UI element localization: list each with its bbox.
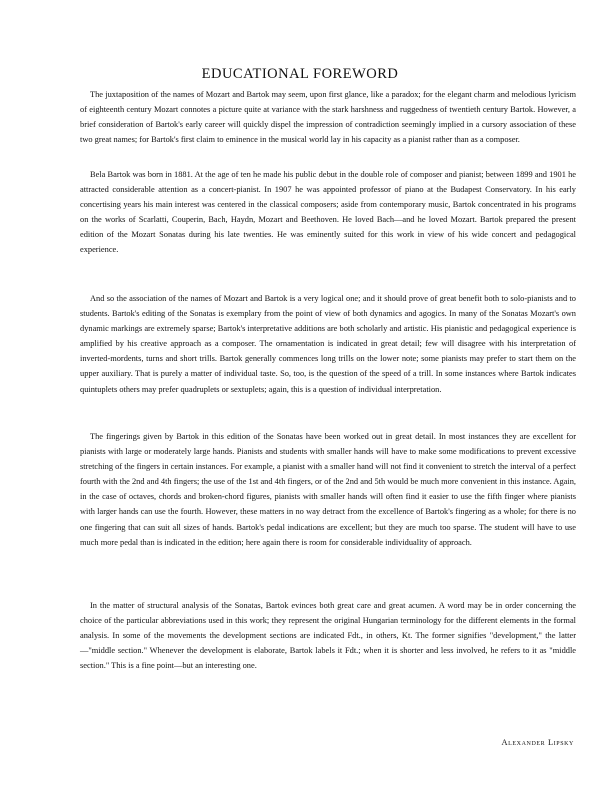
foreword-paragraph-1: The juxtaposition of the names of Mozart and Bartok may seem, upon first glance, like a paradox; for the elegant charm and melodious lyricism of eighteenth century Mozart connotes a picture quite at variance with the stark harshness and ruggedness of twentieth century Bartok. However, a brief consideration of Bartok's early career will quickly dispel the impression of contradiction seemingly implied in a cursory association of these two great names; for Bartok's first claim to eminence in the musical world lay in his capacity as a pianist rather than as a composer. <box>80 90 576 145</box>
foreword-paragraph-5: In the matter of structural analysis of the Sonatas, Bartok evinces both great care and great acumen. A word may be in order concerning the choice of the particular abbreviations used in this work; they represent the original Hungarian terminology for the different elements in the formal analysis. In some of the movements the development sections are indicated Fdt., in others, Kt. The former signifies "development," the latter—"middle section." Whenever the development is elaborate, Bartok labels it Fdt.; when it is shorter and less involved, he refers to it as "middle section." This is a fine point—but an interesting one. <box>80 601 576 671</box>
foreword-paragraph-2: Bela Bartok was born in 1881. At the age of ten he made his public debut in the double role of composer and pianist; between 1899 and 1901 he attracted considerable attention as a concert-pianist. In 1907 he was appointed professor of piano at the Budapest Conservatory. In his early concertising years his main interest was centered in the classical composers; aside from contemporary music, Bartok concentrated in his programs on the works of Scarlatti, Couperin, Bach, Haydn, Mozart and Beethoven. He loved Bach—and he loved Mozart. Bartok prepared the present edition of the Mozart Sonatas during his late twenties. He was eminently suited for this work in view of his wide concert and pedagogical experience. <box>80 170 576 255</box>
foreword-paragraph-3: And so the association of the names of Mozart and Bartok is a very logical one; and it should prove of great benefit both to solo-pianists and to students. Bartok's editing of the Sonatas is exemplary from the point of view of both dynamics and agogics. In many of the Sonatas Mozart's own dynamic markings are extremely sparse; Bartok's interpretative additions are both scholarly and artistic. His pianistic and pedagogical experience is amplified by his creative approach as a composer. The ornamentation is indicated in great detail; few will disagree with his interpretation of inverted-mordents, turns and short trills. Bartok generally commences long trills on the lower note; some pianists may prefer to start them on the upper auxiliary. That is purely a matter of individual taste. So, too, is the question of the speed of a trill. In some instances where Bartok indicates quintuplets others may prefer quadruplets or sextuplets; again, this is a question of individual interpretation. <box>80 294 576 394</box>
author-signature: Alexander Lipsky <box>501 738 574 747</box>
foreword-paragraph-4: The fingerings given by Bartok in this edition of the Sonatas have been worked out in great detail. In most instances they are excellent for pianists with large or moderately large hands. Pianists and students with smaller hands will have to make some modifications to prevent excessive stretching of the fingers in certain instances. For example, a pianist with a smaller hand will not find it convenient to stretch the interval of a perfect fourth with the 2nd and 4th fingers; the use of the 1st and 4th fingers, or of the 2nd and 5th would be much more convenient in this instance. Again, in the case of octaves, chords and broken-chord figures, pianists with smaller hands will often find it easier to use the fifth finger where pianists with larger hands can use the fourth. However, these matters in no way detract from the excellence of Bartok's fingering as a whole; for there is no one fingering that can suit all sizes of hands. Bartok's pedal indications are excellent; but they are much too sparse. The student will have to use much more pedal than is indicated in the edition; here again there is room for considerable individuality of approach. <box>80 432 576 547</box>
page-title: EDUCATIONAL FOREWORD <box>201 66 399 82</box>
